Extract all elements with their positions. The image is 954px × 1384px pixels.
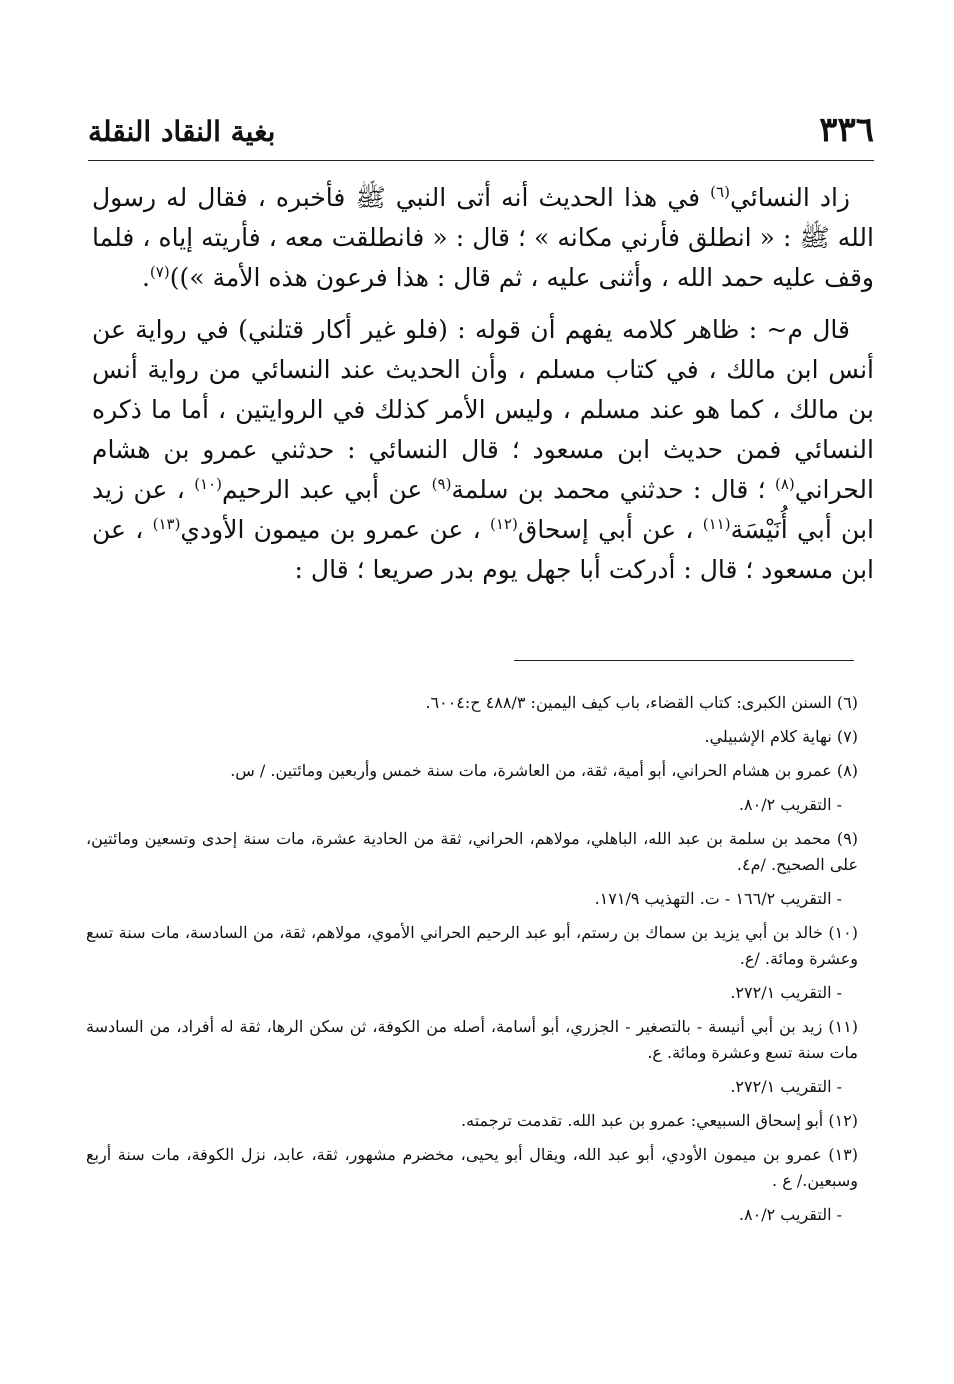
text-run: قال م~ : ظاهر كلامه يفهم أن قوله : (فلو غير أكار قتلني) في رواية عن أنس ابن مالك ، في كتاب مسلم ، وأن الحديث عند النسائي من رواية أنس بن مالك ، كما هو عند مسلم ، وليس الأمر كذلك في الروايتين ، أما ما ذكره النسائي فمن حديث ابن مسعود ؛ قال النسائي : حدثني عمرو بن هشام الحراني xyxy=(92,315,874,504)
footnote-ref-11[interactable]: (١١) xyxy=(702,515,731,533)
footnote-ref-12[interactable]: (١٢) xyxy=(489,515,518,533)
text-run: ، عن زيد ابن أبي أُنَيْسَة xyxy=(92,475,874,544)
footnote-11-source: - التقريب ٢٧٢/١. xyxy=(730,1077,842,1096)
text-run: ؛ قال : حدثني محمد بن سلمة xyxy=(451,475,775,504)
footnote-13: (١٣) عمرو بن ميمون الأودي، أبو عبد الله، ويقال أبو يحيى، مخضرم مشهور، ثقة، عابد، نزل الكوفة، مات سنة أربع وسبعين./ ع . xyxy=(86,1145,858,1190)
text-run: ، عن ابن مسعود ؛ قال : أدركت أبا جهل يوم بدر صريعا ؛ قال : xyxy=(92,515,874,584)
paragraph-1 xyxy=(92,178,874,298)
footnote-ref-7[interactable]: (٧) xyxy=(149,263,170,281)
text-run: ، عن أبي إسحاق xyxy=(517,515,703,544)
text-run: عن أبي عبد الرحيم xyxy=(222,475,432,504)
text-run: في هذا الحديث أنه أتى النبي ﷺ فأخبره ، فقال له رسول الله ﷺ : « انطلق فأرني مكانه » ؛ قال : « فانطلقت معه ، فأريته إياه ، فلما وقف عليه حمد الله ، وأثنى عليه ، ثم قال : هذا فرعون هذه الأمة »)) xyxy=(92,183,874,292)
footnote-9-source: - التقريب ١٦٦/٢ - ت. التهذيب ١٧١/٩. xyxy=(594,889,842,908)
footnote-ref-9[interactable]: (٩) xyxy=(431,475,452,493)
footnote-10-source: - التقريب ٢٧٢/١. xyxy=(730,983,842,1002)
footnote-ref-10[interactable]: (١٠) xyxy=(194,475,223,493)
page-header xyxy=(88,108,874,158)
footnote-ref-8[interactable]: (٨) xyxy=(774,475,795,493)
paragraph-2 xyxy=(92,310,874,590)
footnote-ref-13[interactable]: (١٣) xyxy=(152,515,181,533)
page-number: ٣٣٦ xyxy=(819,110,874,150)
footnote-11: (١١) زيد بن أبي أنيسة - بالتصغير - الجزري، أبو أسامة، أصله من الكوفة، ثن سكن الرها، ثقة له أفراد، من السادسة مات سنة تسع وعشرة ومائة. ع. xyxy=(86,1017,859,1062)
footnote-7: (٧) نهاية كلام الإشبيلي. xyxy=(704,727,858,746)
running-title: بغية النقاد النقلة xyxy=(88,115,276,148)
footnote-13-source: - التقريب ٨٠/٢. xyxy=(738,1205,842,1224)
footnote-8: (٨) عمرو بن هشام الحراني، أبو أمية، ثقة، من العاشرة، مات سنة خمس وأربعين ومائتين. / س. xyxy=(230,761,858,780)
footnote-10: (١٠) خالد بن أبي يزيد بن سماك بن رستم، أبو عبد الرحيم الحراني الأموي، مولاهم، ثقة، من السادسة، مات سنة تسع وعشرة ومائة. /ع. xyxy=(86,923,858,968)
footnote-6: (٦) السنن الكبرى: كتاب القضاء، باب كيف اليمين: ٤٨٨/٣ ح:٦٠٠٤. xyxy=(425,693,858,712)
header-divider xyxy=(88,160,874,161)
footnotes-section xyxy=(86,690,858,1236)
text-run: ، عن عمرو بن ميمون الأودي xyxy=(180,515,490,544)
footnote-divider xyxy=(514,660,854,661)
text-run: زاد النسائي xyxy=(729,183,850,212)
main-text xyxy=(92,178,874,590)
footnote-ref-6[interactable]: (٦) xyxy=(710,183,730,201)
footnote-8-source: - التقريب ٨٠/٢. xyxy=(738,795,842,814)
text-run: . xyxy=(141,263,150,292)
footnote-12: (١٢) أبو إسحاق السبيعي: عمرو بن عبد الله. تقدمت ترجمته. xyxy=(461,1111,858,1130)
footnote-9: (٩) محمد بن سلمة بن عبد الله، الباهلي، مولاهم، الحراني، ثقة من الحادية عشرة، مات سنة إحدى وتسعين ومائتين، على الصحيح. /م٤. xyxy=(86,829,858,874)
